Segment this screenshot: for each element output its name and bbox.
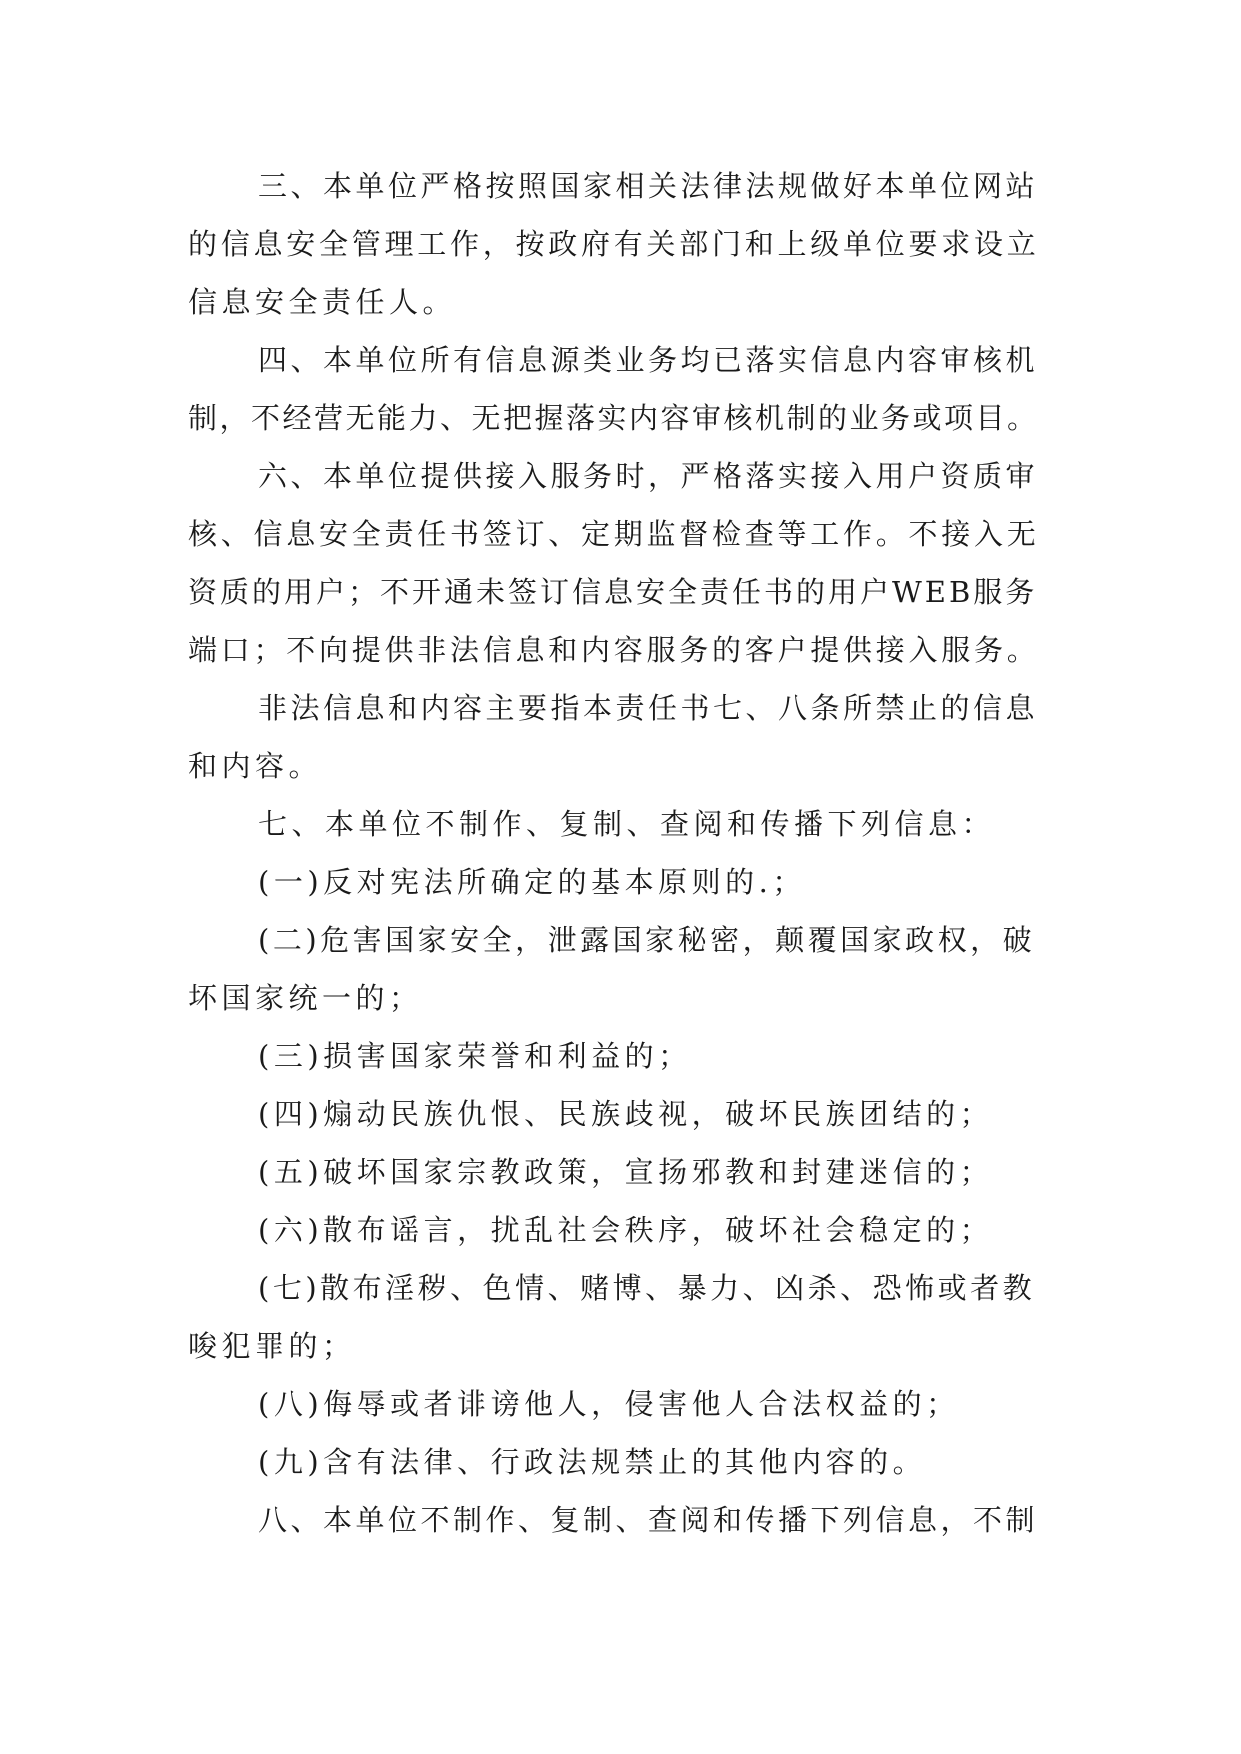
item-6: (六)散布谣言，扰乱社会秩序，破坏社会稳定的；: [258, 1213, 994, 1247]
para-6-line-1: 六、本单位提供接入服务时，严格落实接入用户资质审: [258, 459, 1039, 493]
para-8-line-1: 八、本单位不制作、复制、查阅和传播下列信息，不制: [258, 1503, 1039, 1537]
note-line-2: 和内容。: [188, 749, 323, 783]
item-7-line-1: (七)散布淫秽、色情、赌博、暴力、凶杀、恐怖或者教: [258, 1271, 1036, 1305]
item-4: (四)煽动民族仇恨、民族歧视，破坏民族团结的；: [258, 1097, 994, 1131]
item-2-line-2: 坏国家统一的；: [188, 981, 423, 1015]
para-3-line-1: 三、本单位严格按照国家相关法律法规做好本单位网站: [258, 169, 1039, 203]
item-7-line-2: 唆犯罪的；: [188, 1329, 356, 1363]
para-4-line-2: 制，不经营无能力、无把握落实内容审核机制的业务或项目。: [188, 401, 1039, 435]
para-6-line-4: 端口；不向提供非法信息和内容服务的客户提供接入服务。: [188, 633, 1040, 667]
item-5: (五)破坏国家宗教政策，宣扬邪教和封建迷信的；: [258, 1155, 994, 1189]
para-3-line-2: 的信息安全管理工作，按政府有关部门和上级单位要求设立: [188, 227, 1040, 261]
item-2-line-1: (二)危害国家安全，泄露国家秘密，颠覆国家政权，破: [258, 923, 1036, 957]
item-9: (九)含有法律、行政法规禁止的其他内容的。: [258, 1445, 927, 1479]
item-3: (三)损害国家荣誉和利益的；: [258, 1039, 692, 1073]
para-6-line-3: 资质的用户；不开通未签订信息安全责任书的用户WEB服务: [188, 575, 1038, 609]
item-8: (八)侮辱或者诽谤他人，侵害他人合法权益的；: [258, 1387, 960, 1421]
para-7-heading: 七、本单位不制作、复制、查阅和传播下列信息：: [258, 807, 996, 841]
para-6-line-2: 核、信息安全责任书签订、定期监督检查等工作。不接入无: [188, 517, 1040, 551]
para-3-line-3: 信息安全责任人。: [188, 285, 457, 319]
note-line-1: 非法信息和内容主要指本责任书七、八条所禁止的信息: [258, 691, 1039, 725]
item-1: (一)反对宪法所确定的基本原则的.；: [258, 865, 806, 899]
para-4-line-1: 四、本单位所有信息源类业务均已落实信息内容审核机: [258, 343, 1039, 377]
